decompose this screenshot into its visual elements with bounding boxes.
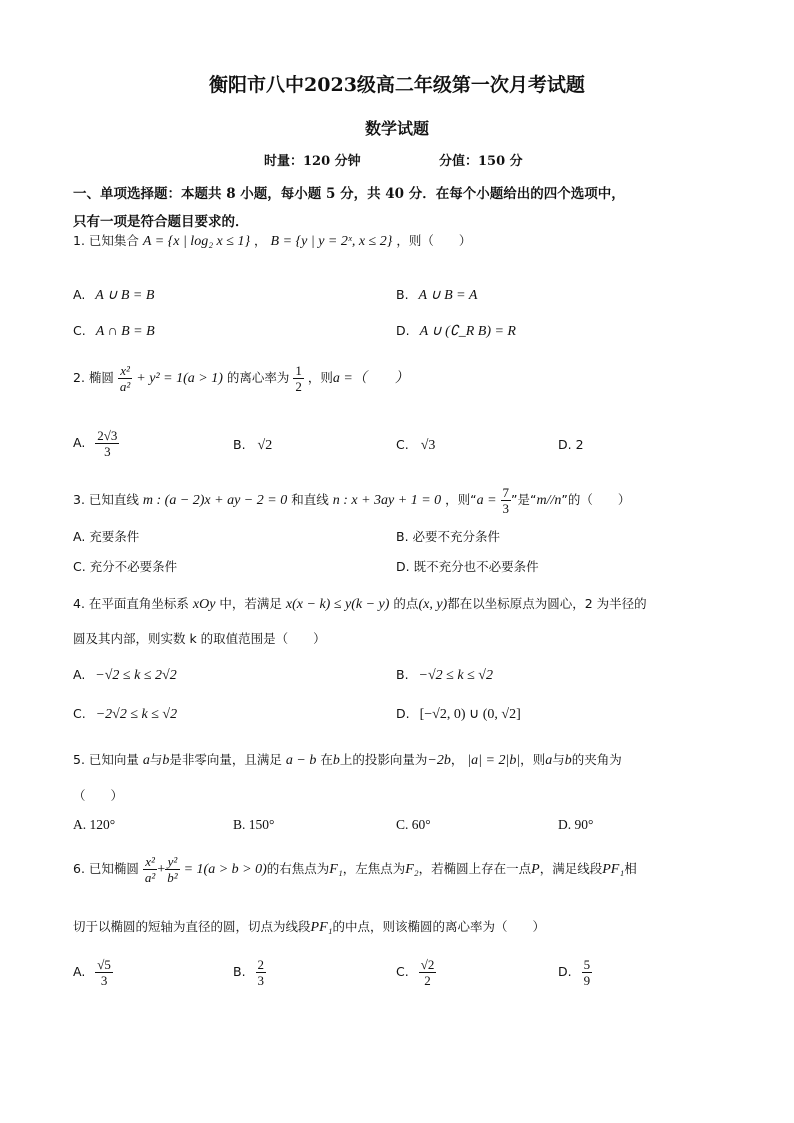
q5-diff: a − b — [285, 753, 317, 768]
frac-den: 2 — [295, 379, 302, 394]
frac-num: √2 — [420, 957, 435, 972]
frac-den: 3 — [104, 444, 111, 459]
q3-tail: ”的（ ） — [561, 492, 631, 507]
option-letter: D. — [558, 964, 572, 979]
q4-line2: 圆及其内部，则实数 k 的取值范围是（ ） — [73, 631, 326, 646]
frac-num: 5 — [583, 957, 591, 972]
frac-den: 3 — [100, 973, 108, 988]
frac-num: 2√3 — [97, 428, 118, 443]
option-text: −√2 ≤ k ≤ 2√2 — [95, 668, 177, 683]
frac-den: b² — [167, 870, 178, 885]
q5-vec-b3: b — [564, 753, 572, 768]
q3-aeq: a = — [476, 493, 497, 508]
section-heading-line1: 一、单项选择题：本题共 8 小题，每小题 5 分，共 40 分．在每个小题给出的四个选项中， — [73, 186, 625, 202]
exam-title: 衡阳市八中2023级高二年级第一次月考试题 — [209, 74, 585, 96]
option-letter: C. — [396, 964, 409, 979]
option-letter: A. — [73, 667, 86, 682]
q1-set-b: B = {y | y = 2ˣ, x ≤ 2} — [270, 234, 393, 249]
q5-line2: （ ） — [73, 788, 124, 803]
q5-vec-a: a — [142, 753, 150, 768]
q6-option-b[interactable] — [233, 957, 266, 988]
q6-line2-a: 切于以椭圆的短轴为直径的圆，切点为线段 — [73, 919, 311, 934]
frac-num: 7 — [502, 485, 510, 500]
q2-option-a[interactable] — [73, 428, 119, 459]
q3-seven-thirds — [501, 485, 512, 516]
q5-on: 在 — [320, 752, 333, 767]
q6-line2 — [73, 917, 545, 936]
q6-mid3: ，若椭圆上存在一点 — [418, 861, 532, 876]
frac-num: √5 — [97, 957, 111, 972]
q5-mid1: 是非零向量，且满足 — [169, 752, 282, 767]
option-text: −√2 ≤ k ≤ √2 — [418, 668, 493, 683]
q3-line-n: n : x + 3ay + 1 = 0 — [332, 493, 442, 508]
q6-tail: 相 — [624, 861, 637, 876]
question-2 — [73, 363, 409, 394]
frac-num: x² — [118, 363, 132, 379]
option-letter: B. — [233, 964, 246, 979]
q5-magnitude: |a| = 2|b| — [467, 753, 521, 768]
q3-number: 3. 已知直线 — [73, 492, 139, 507]
option-letter: A. — [73, 435, 86, 450]
q2-tail2: a =（ ） — [332, 371, 409, 386]
q2-mid: 的离心率为 — [226, 370, 290, 385]
q4-option-a[interactable] — [73, 667, 177, 684]
q6-option-c[interactable] — [396, 957, 436, 988]
frac-den: 9 — [583, 973, 591, 988]
q5-option-a[interactable]: A. 120° — [73, 817, 116, 832]
q5-mid2: 上的投影向量为 — [339, 752, 428, 767]
q3-option-b[interactable]: B. 必要不充分条件 — [396, 529, 501, 544]
q1-sep: ， — [254, 233, 267, 248]
q5-number: 5. 已知向量 — [73, 752, 139, 767]
option-text: √3 — [420, 438, 436, 453]
frac-num: y² — [165, 854, 179, 870]
option-fraction — [95, 428, 119, 459]
frac-den: a² — [144, 870, 156, 885]
question-1 — [73, 231, 471, 250]
q1-set-a: A = {x | log₂ x ≤ 1} — [142, 234, 251, 249]
q5-option-c[interactable]: C. 60° — [396, 817, 431, 832]
q2-number: 2. 椭圆 — [73, 370, 114, 385]
q5-tail: 的夹角为 — [571, 752, 622, 767]
q2-tail: ，则 — [307, 370, 333, 385]
q6-P: P — [531, 862, 540, 877]
q1-tail: ，则（ ） — [396, 233, 472, 248]
q6-option-a[interactable] — [73, 957, 113, 988]
q2-option-d[interactable]: D. 2 — [558, 437, 584, 452]
q6-line2-pf1: PF₁ — [310, 920, 333, 935]
q5-vec-a2: a — [545, 753, 553, 768]
q5-with: 与 — [149, 752, 163, 767]
q1-number: 1. 已知集合 — [73, 233, 139, 248]
q2-fraction — [118, 363, 132, 394]
question-5 — [73, 750, 622, 769]
q6-expr: = 1(a > b > 0) — [183, 862, 267, 877]
q5-comma: ， — [450, 752, 464, 767]
q4-mid1: 中，若满足 — [219, 596, 282, 611]
option-text: −2√2 ≤ k ≤ √2 — [95, 707, 178, 722]
q6-number: 6. 已知椭圆 — [73, 861, 139, 876]
q6-F2: F₂ — [405, 862, 419, 877]
frac-num: x² — [143, 854, 157, 870]
q3-quote-mid: ”是“ — [511, 492, 537, 507]
frac-den: 3 — [257, 973, 265, 988]
q5-then: ，则 — [520, 752, 546, 767]
q6-fraction-y — [165, 854, 179, 885]
option-letter: A. — [73, 964, 86, 979]
q1-option-a[interactable] — [73, 287, 154, 304]
option-letter: D. — [396, 323, 410, 338]
q5-option-d[interactable]: D. 90° — [558, 817, 594, 832]
q5-option-b[interactable]: B. 150° — [233, 817, 275, 832]
option-letter: C. — [73, 706, 86, 721]
q2-option-c[interactable] — [396, 437, 435, 454]
score-label: 分值：150 分 — [439, 154, 523, 169]
q3-and: 和直线 — [291, 492, 329, 507]
q5-vec-b: b — [162, 753, 170, 768]
q4-sys: xOy — [192, 597, 216, 612]
q3-option-d[interactable]: D. 既不充分也不必要条件 — [396, 559, 539, 574]
q4-ineq: x(x − k) ≤ y(k − y) — [285, 597, 390, 612]
time-label: 时量：120 分钟 — [264, 154, 361, 169]
option-letter: D. — [396, 706, 410, 721]
q6-PF1: PF₁ — [602, 862, 625, 877]
frac-num: 2 — [257, 957, 265, 972]
option-text: A ∩ B = B — [95, 324, 155, 339]
q6-line2-c: 的中点，则该椭圆的离心率为（ ） — [332, 919, 546, 934]
option-text: A ∪ B = A — [418, 288, 478, 303]
q2-expr: + y² = 1(a > 1) — [136, 371, 223, 386]
question-4 — [73, 594, 647, 613]
option-fraction — [95, 957, 113, 988]
option-letter: A. — [73, 287, 86, 302]
q6-mid4: ，满足线段 — [539, 861, 603, 876]
q3-line-m: m : (a − 2)x + ay − 2 = 0 — [142, 493, 288, 508]
q2-half — [293, 363, 304, 394]
q3-parallel: m//n — [536, 493, 562, 508]
option-text: A ∪ (∁_R B) = R — [419, 324, 516, 339]
frac-den: 3 — [502, 501, 510, 516]
q4-option-c[interactable] — [73, 706, 177, 723]
q6-mid1: 的右焦点为 — [266, 861, 330, 876]
subject-title: 数学试题 — [364, 119, 429, 138]
option-text: √2 — [257, 438, 273, 453]
q3-option-a[interactable]: A. 充要条件 — [73, 529, 140, 544]
q4-option-d[interactable] — [396, 706, 521, 723]
q2-option-b[interactable] — [233, 437, 272, 454]
q5-with2: 与 — [552, 752, 565, 767]
q1-option-b[interactable] — [396, 287, 477, 304]
option-fraction — [582, 957, 593, 988]
frac-den: a² — [119, 379, 131, 394]
q6-fraction-x — [143, 854, 157, 885]
q5-proj: −2b — [427, 753, 451, 768]
q3-option-c[interactable]: C. 充分不必要条件 — [73, 559, 178, 574]
section-heading-line2: 只有一项是符合题目要求的． — [73, 214, 249, 230]
option-letter: B. — [396, 287, 409, 302]
q4-mid2: 的点 — [393, 596, 419, 611]
q6-option-d[interactable] — [558, 957, 592, 988]
frac-num: 1 — [295, 363, 302, 378]
q5-vec-b2: b — [332, 753, 340, 768]
option-letter: B. — [396, 667, 409, 682]
option-fraction — [256, 957, 267, 988]
q6-mid2: ，左焦点为 — [342, 861, 406, 876]
q1-option-d[interactable] — [396, 323, 516, 340]
frac-den: 2 — [424, 973, 431, 988]
question-6: 6. 已知椭圆 $\frac{\text{x²}}{\text{a²}}$ + $\frac{\text{y²}}{\text{b²}}$ = 1(a > b > 0)的右焦点为F₁，左焦点为F₂，若椭圆上存在一点P，满足线段PF₁相 — [73, 854, 637, 885]
q4-mid3: 都在以坐标原点为圆心，2 为半径的 — [447, 596, 647, 611]
option-letter: C. — [396, 437, 409, 452]
option-letter: B. — [233, 437, 246, 452]
option-text: A ∪ B = B — [95, 288, 155, 303]
q6-F1: F₁ — [329, 862, 343, 877]
q1-option-c[interactable] — [73, 323, 155, 340]
option-text: [−√2, 0) ∪ (0, √2] — [419, 707, 521, 722]
q3-then: ，则“ — [445, 492, 477, 507]
q4-option-b[interactable] — [396, 667, 493, 684]
option-letter: C. — [73, 323, 86, 338]
question-3 — [73, 485, 630, 516]
option-fraction — [419, 957, 437, 988]
q4-point: (x, y) — [418, 597, 448, 612]
q4-number: 4. 在平面直角坐标系 — [73, 596, 189, 611]
